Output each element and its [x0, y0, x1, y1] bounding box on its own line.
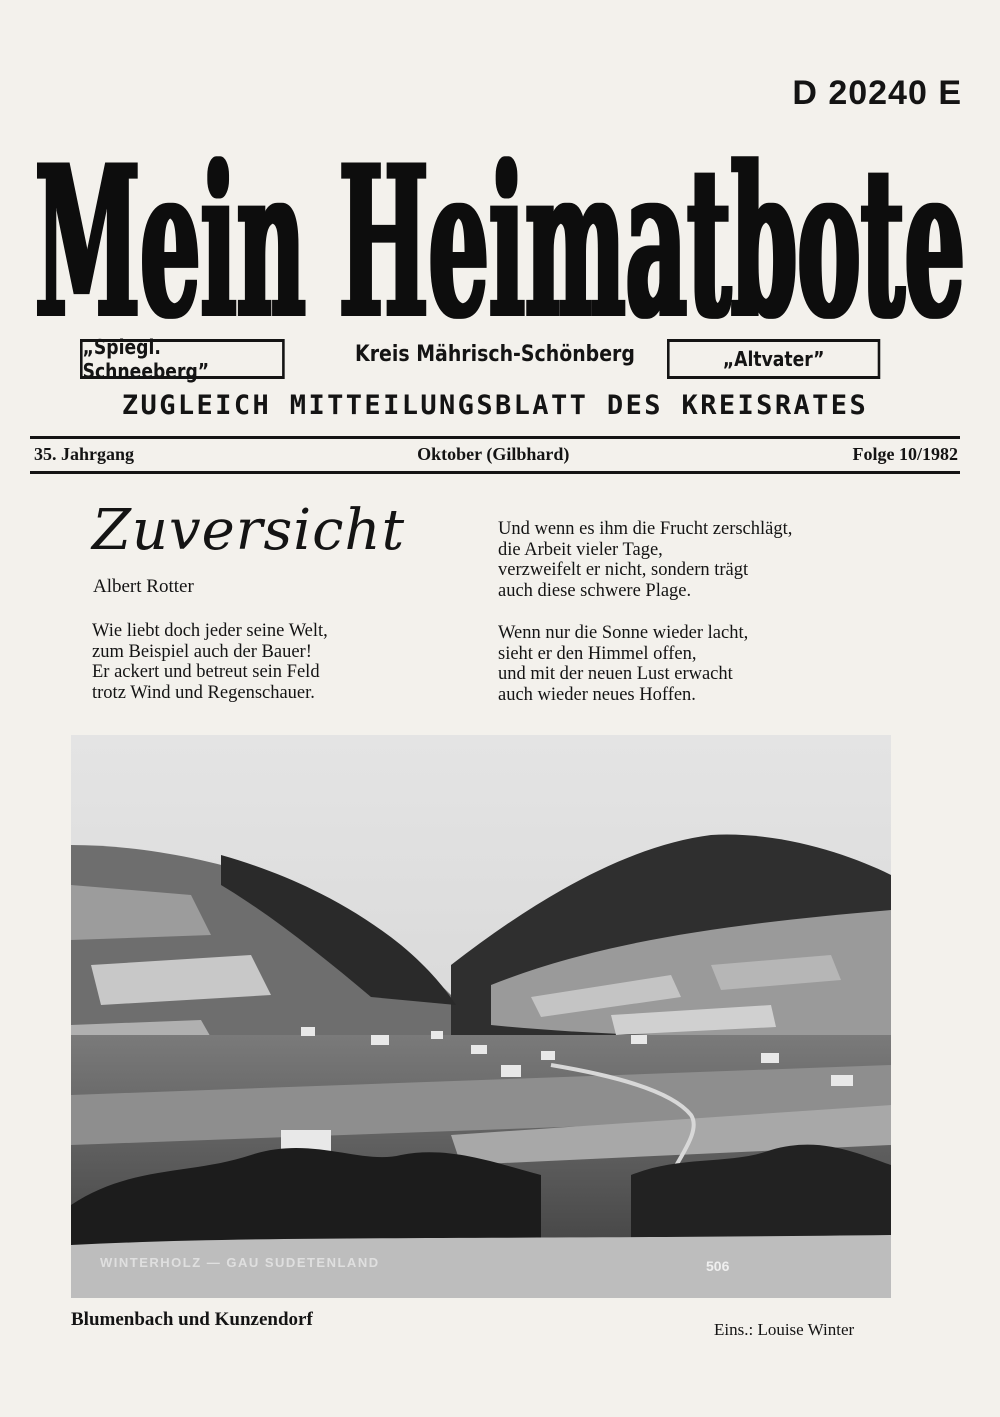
- photo-credit: Eins.: Louise Winter: [714, 1320, 855, 1339]
- nameplate-text: Mein Heimatbote: [35, 123, 965, 348]
- poem-line: Er ackert und betreut sein Feld: [92, 662, 320, 682]
- region-box-right: [667, 339, 880, 379]
- month-label: Oktober (Gilbhard): [417, 444, 570, 464]
- issue-number: Folge 10/1982: [852, 444, 958, 464]
- divider-top: [30, 436, 960, 439]
- photo-overlay-text: WINTERHOLZ — GAU SUDETENLAND: [100, 1255, 380, 1270]
- poem-line: Und wenn es ihm die Frucht zerschlägt,: [498, 519, 793, 539]
- region-box-left: [80, 335, 285, 383]
- poem-line: Wie liebt doch jeder seine Welt,: [92, 621, 328, 641]
- poem-stanza-3: [498, 623, 748, 705]
- nameplate-title: [24, 100, 976, 348]
- poem-stanza-2: [498, 519, 792, 601]
- district-name: Kreis Mährisch-Schönberg: [355, 342, 635, 367]
- poem-line: sieht er den Himmel offen,: [498, 643, 697, 664]
- divider-bottom: [30, 471, 960, 474]
- poem-line: und mit der neuen Lust erwacht: [498, 664, 733, 684]
- volume-label: 35. Jahrgang: [34, 444, 135, 464]
- region-label-left: „Spiegl. Schneeberg”: [82, 335, 210, 383]
- poem-title: Zuversicht: [92, 498, 406, 563]
- poem-line: die Arbeit vieler Tage,: [498, 539, 663, 560]
- poem-line: Wenn nur die Sonne wieder lacht,: [498, 623, 749, 643]
- poem-line: auch diese schwere Plage.: [498, 580, 692, 601]
- region-label-right: „Altvater”: [722, 347, 825, 371]
- publication-code: D 20240 E: [792, 74, 962, 112]
- poem-line: auch wieder neues Hoffen.: [498, 684, 696, 705]
- landscape-photo: [71, 735, 891, 1298]
- photo-number: 506: [706, 1258, 730, 1274]
- poem-line: zum Beispiel auch der Bauer!: [92, 641, 312, 662]
- poem-stanza-1: [92, 621, 328, 703]
- photo-caption: Blumenbach und Kunzendorf: [71, 1309, 313, 1330]
- poem-line: trotz Wind und Regenschauer.: [92, 682, 315, 703]
- masthead-subtitle: ZUGLEICH MITTEILUNGSBLATT DES KREISRATES: [121, 390, 869, 421]
- poem-author: Albert Rotter: [93, 576, 194, 597]
- issue-info-line: [34, 444, 958, 465]
- poem-line: verzweifelt er nicht, sondern trägt: [498, 560, 749, 580]
